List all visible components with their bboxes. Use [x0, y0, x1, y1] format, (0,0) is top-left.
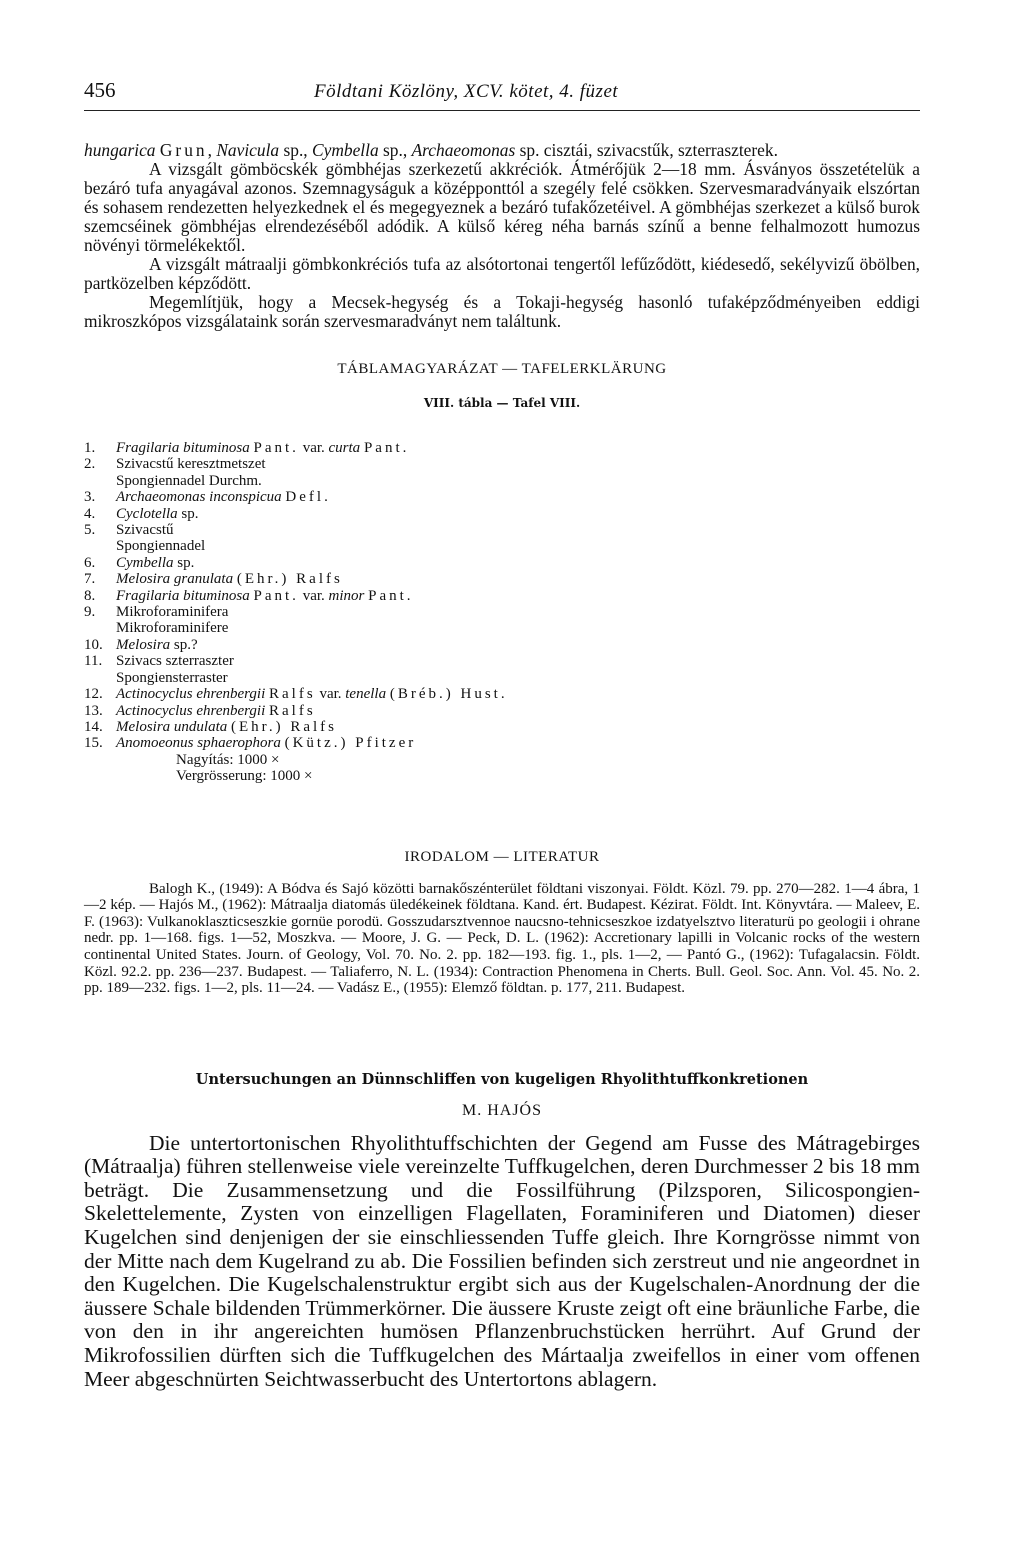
legend-number: 15. [84, 735, 103, 752]
legend-text: Szivacstű keresztmetszet [116, 456, 266, 473]
legend-text: Mikroforaminifera [116, 604, 229, 621]
author-name: Pant. [363, 440, 410, 456]
author-name: Pant. [253, 440, 299, 456]
author-name: (Ehr.) Ralfs [231, 718, 337, 735]
legend-item [84, 571, 920, 587]
legend-item [84, 506, 920, 522]
taxon-name: Anomoeonus sphaerophora [116, 735, 281, 752]
taxon-name: Melosira granulata [116, 571, 234, 588]
german-summary-author: M. HAJÓS [461, 1101, 542, 1119]
legend-item [84, 604, 920, 620]
legend-text: var. [319, 686, 342, 703]
author-name: Ralfs [269, 702, 316, 719]
legend-subitem: Spongiensterraster [116, 669, 228, 686]
legend-number: 6. [84, 554, 96, 571]
taxon-name: Archaeomonas [411, 140, 516, 160]
legend-number: 5. [84, 522, 96, 539]
legend-number: 13. [84, 702, 103, 719]
legend-number: 14. [84, 718, 103, 735]
taxon-name: minor [328, 587, 365, 604]
author-name: (Bréb.) Hust. [389, 686, 508, 703]
legend-item [84, 719, 920, 735]
hungarian-text [84, 141, 920, 331]
taxon-name: Melosira [116, 636, 171, 653]
paragraph [84, 141, 920, 160]
legend-number: 1. [84, 440, 96, 456]
german-summary-text: Die untertortonischen Rhyolithtuffschichten der Gegend am Fusse des Mátragebirges (Mátraalja) führen stellenweise viele vereinzelte Tuffkugelchen, deren Durchmesser 2 bis 18 mm beträgt. Die Zusammensetzung und die Fossilführung (Pilzsporen, Silicospongien-Skelettelemente, Zysten von einzelligen Flagellaten, Foraminiferen und Diatomen) dieser Kugelchen sind denjenigen der sie einschliessenden Tuffe gleich. Ihre Korngrösse nimmt von der Mitte nach dem Kugelrand zu ab. Die Fossilien befinden sich zerstreut und nie angeordnet in den Kugelchen. Die Kugelschalenstruktur ergibt sich aus der Kugelschalen-Anordnung der die äussere Schale bildenden Trümmerkörner. Die äussere Kruste zeigt oft eine bräunliche Farbe, die von den in ihr angereichten humösen Pflanzenbruchstücken herrührt. Auf Grund der Mikrofossilien dürften sich die Tuffkugelchen des Mártaalja zweifellos in einer vom offenen Meer abgeschnürten Seichtwasserbucht des Untertortons ablagern. [84, 1130, 920, 1391]
legend-item [84, 653, 920, 669]
legend-subitem: Mikroforaminifere [116, 620, 229, 637]
taxon-name: curta [328, 440, 361, 456]
legend-text: var. [302, 440, 325, 456]
taxon-name: hungarica [84, 140, 156, 160]
text-run: sp., [283, 140, 308, 160]
literature-title: IRODALOM — LITERATUR [404, 848, 600, 865]
plate-legend-list [84, 440, 920, 752]
taxon-name: Cymbella [312, 140, 379, 160]
taxon-name: tenella [345, 686, 387, 703]
legend-item [84, 686, 920, 702]
legend-item [84, 522, 920, 538]
page-number: 456 [84, 78, 116, 102]
legend-number: 2. [84, 456, 96, 473]
legend-item [84, 703, 920, 719]
taxon-name: Navicula [216, 140, 280, 160]
text-run: sp. cisztái, szivacstűk, szterraszterek. [519, 140, 778, 160]
table-legend-title: TÁBLAMAGYARÁZAT — TAFELERKLÄRUNG [337, 361, 667, 377]
legend-text: var. [302, 587, 325, 604]
running-header [84, 78, 920, 111]
journal-title: Földtani Közlöny, XCV. kötet, 4. füzet [314, 81, 619, 102]
legend-item [84, 735, 920, 751]
legend-number: 7. [84, 571, 96, 588]
legend-number: 9. [84, 604, 96, 621]
legend-number: 8. [84, 587, 96, 604]
literature-text: Balogh K., (1949): A Bódva és Sajó közötti barnakőszénterület földtani viszonyai. Földt. Közl. 79. pp. 270—282. 1—4 ábra, 1—2 kép. — Hajós M., (1962): Mátraalja diatomás üledékeinek földtana. Kand. ért. Budapest. Kézirat. Földt. Int. Könyvtára. — Maleev, E. F. (1963): Vulkanoklaszticseszkie gornüe porodü. Gosszudarsztvennoe naucsno-tehnicseszkoe izdatyelsztvo literaturü po geologii i ohrane nedr. pp. 1—168. figs. 1—52, Moszkva. — Moore, J. G. — Peck, D. L. (1962): Accretionary lapilli in Volcanic rocks of the western continental United States. Journ. of Geology, Vol. 70. No. 2. pp. 182—193. fig. 1., pls. 1—2, — Pantó G., (1962): Tufagalacsin. Földt. Közl. 92.2. pp. 236—237. Budapest. — Taliaferro, N. L. (1934): Contraction Phenomena in Cherts. Bull. Geol. Soc. Ann. Vol. 45. No. 2. pp. 189—232. figs. 1—2, pls. 11—24. — Vadász E., (1955): Elemző földtan. p. 177, 211. Budapest. [84, 880, 920, 997]
taxon-name: Fragilaria bituminosa [116, 440, 250, 456]
taxon-name: Cymbella [116, 554, 174, 571]
paragraph: A vizsgált mátraalji gömbkonkréciós tufa az alsótortonai tengertől lefűződött, kiédesedő, sekélyvizű öbölben, partközelben képződött. [84, 254, 920, 293]
magnification [84, 752, 920, 785]
legend-number: 12. [84, 686, 103, 703]
taxon-name: Melosira undulata [116, 718, 228, 735]
legend-item [84, 637, 920, 653]
legend-text: Szivacstű [116, 522, 174, 539]
author-name: Pant. [368, 587, 414, 604]
legend-item [84, 440, 920, 456]
author-name: Defl. [285, 489, 331, 506]
magnification-hu: Nagyítás: 1000 × [176, 751, 280, 768]
legend-number: 3. [84, 489, 96, 506]
legend-text: sp. [181, 505, 199, 522]
taxon-name: Actinocyclus ehrenbergii [116, 702, 266, 719]
legend-subitem: Spongiennadel [116, 538, 206, 555]
author-name: (Kütz.) Pfitzer [284, 735, 417, 752]
legend-text: sp.? [173, 636, 198, 653]
text-run: sp., [383, 140, 408, 160]
author-name: Grun [159, 140, 208, 160]
table-legend-subtitle: VIII. tábla — Tafel VIII. [423, 396, 581, 410]
legend-item [84, 555, 920, 571]
author-name: (Ehr.) Ralfs [236, 571, 343, 588]
taxon-name: Cyclotella [116, 505, 178, 522]
legend-item [84, 588, 920, 604]
punctuation: , [207, 140, 212, 160]
legend-number: 11. [84, 653, 103, 670]
legend-item [84, 456, 920, 472]
legend-text: Szivacs szterraszter [116, 653, 234, 670]
magnification-de: Vergrösserung: 1000 × [176, 768, 313, 785]
legend-subitem: Spongiennadel Durchm. [116, 472, 262, 489]
paragraph: A vizsgált gömböcskék gömbhéjas szerkezetű akkréciók. Átmérőjük 2—18 mm. Ásványos összetételük a bezáró tufa anyagával azonos. Szemnagyságuk a középponttól a szegély felé csökken. Szervesmaradványaik elszórtan és sohasem rendezetten helyezkednek el és megegyeznek a bezáró tufakőzetéivel. A gömbhéjas szerkezet a külső burok szemcséinek gömbhéjas elrendezéséből adódik. A külső kéreg néha barnás színű a benne felhalmozott humozus növényi törmelékektől. [84, 159, 920, 255]
legend-number: 4. [84, 505, 96, 522]
taxon-name: Archaeomonas inconspicua [116, 489, 282, 506]
author-name: Pant. [253, 587, 299, 604]
author-name: Ralfs [269, 686, 316, 703]
taxon-name: Fragilaria bituminosa [116, 587, 250, 604]
legend-text: sp. [177, 554, 195, 571]
legend-item [84, 489, 920, 505]
legend-number: 10. [84, 636, 103, 653]
paragraph: Megemlítjük, hogy a Mecsek-hegység és a Tokaji-hegység hasonló tufaképződményeiben eddigi mikroszkópos vizsgálataink során szervesmaradványt nem találtunk. [84, 292, 920, 331]
german-summary-title: Untersuchungen an Dünnschliffen von kugeligen Rhyolithtuffkonkretionen [195, 1070, 809, 1088]
page [84, 78, 920, 1391]
taxon-name: Actinocyclus ehrenbergii [116, 686, 266, 703]
